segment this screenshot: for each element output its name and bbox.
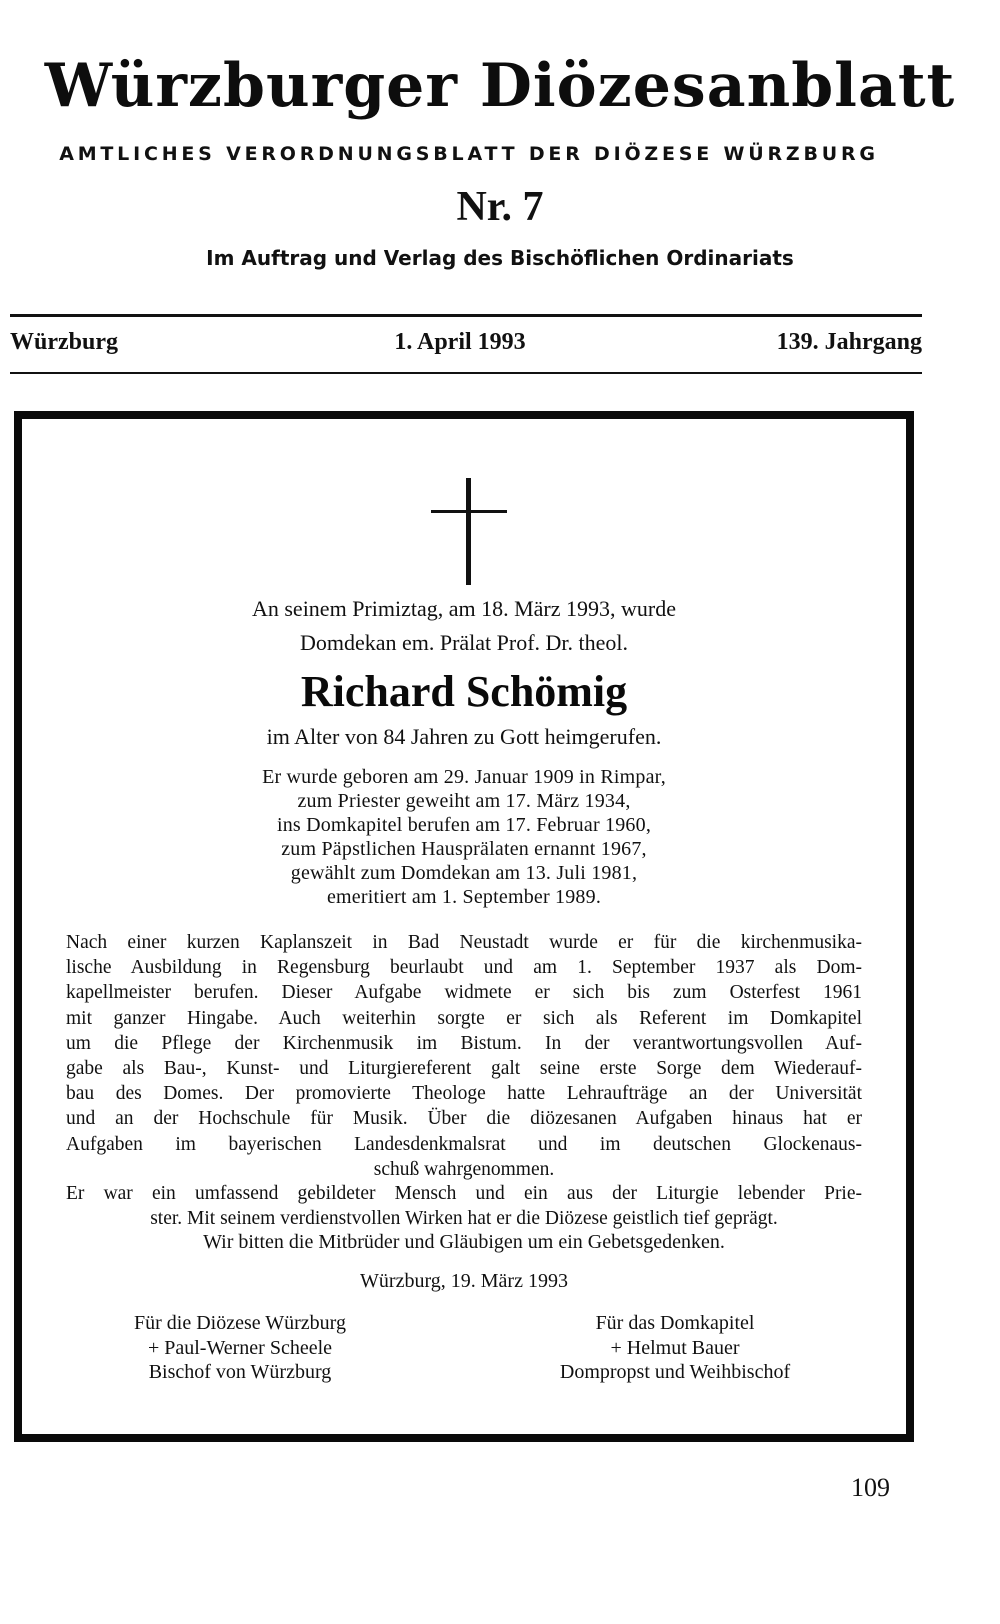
- paragraph-line: und an der Hochschule für Musik. Über die diözesanen Aufgaben hinaus hat er: [66, 1108, 862, 1130]
- publisher-line: Im Auftrag und Verlag des Bischöflichen Ordinariats: [206, 246, 794, 270]
- intro-line: An seinem Primiztag, am 18. März 1993, wurde: [251, 596, 676, 621]
- biography-line: ins Domkapitel berufen am 17. Februar 1960,: [276, 814, 652, 836]
- biography-line: zum Priester geweiht am 17. März 1934,: [297, 790, 631, 812]
- biography-line: emeritiert am 1. September 1989.: [326, 886, 602, 908]
- paragraph-line: lische Ausbildung in Regensburg beurlaubt und am 1. September 1937 als Dom-: [66, 957, 862, 979]
- biography-line: zum Päpstlichen Hausprälaten ernannt 1967,: [281, 838, 647, 860]
- paragraph-line: Aufgaben im bayerischen Landesdenkmalsrat und im deutschen Glockenaus-: [66, 1133, 862, 1155]
- cross-icon-vertical-bar: [466, 478, 471, 585]
- dateline-top-rule: [10, 314, 922, 317]
- paragraph-line: Nach einer kurzen Kaplanszeit in Bad Neustadt wurde er für die kirchenmusika-: [66, 932, 862, 953]
- prayer-request: Wir bitten die Mitbrüder und Gläubigen um ein Gebetsgedenken.: [203, 1231, 725, 1253]
- signature-name: + Paul-Werner Scheele: [147, 1336, 333, 1359]
- dateline-volume: 139. Jahrgang: [776, 329, 922, 355]
- paragraph-line: um die Pflege der Kirchenmusik im Bistum. In der verantwortungsvollen Auf-: [66, 1032, 862, 1054]
- paragraph-line: ster. Mit seinem verdienstvollen Wirken hat er die Diözese geistlich tief geprägt.: [150, 1208, 778, 1230]
- paragraph-line: kapellmeister berufen. Dieser Aufgabe widmete er sich bis zum Osterfest 1961: [66, 982, 862, 1004]
- page-number: 109: [851, 1473, 890, 1502]
- signature-name: + Helmut Bauer: [610, 1336, 740, 1359]
- career-paragraph: [66, 930, 862, 1182]
- biography-line: Er wurde geboren am 29. Januar 1909 in Rimpar,: [262, 766, 666, 788]
- signature-chapter: [495, 1311, 855, 1385]
- place-date: Würzburg, 19. März 1993: [360, 1270, 568, 1292]
- issue-number: Nr. 7: [456, 184, 544, 230]
- signature-line: Für die Diözese Würzburg: [134, 1312, 346, 1334]
- cross-icon-horizontal-bar: [431, 510, 507, 513]
- signature-line: Für das Domkapitel: [595, 1312, 755, 1334]
- dateline-place: Würzburg: [10, 329, 118, 355]
- tribute-paragraph: [66, 1181, 862, 1231]
- masthead-title: Würzburger Diözesanblatt: [44, 51, 956, 121]
- paragraph-line: Er war ein umfassend gebildeter Mensch und ein aus der Liturgie lebender Prie-: [66, 1183, 862, 1204]
- signature-title: Dompropst und Weihbischof: [559, 1361, 791, 1383]
- signature-diocese: [60, 1311, 420, 1385]
- paragraph-line: mit ganzer Hingabe. Auch weiterhin sorgte er sich als Referent im Domkapitel: [66, 1007, 862, 1029]
- signature-title: Bischof von Würzburg: [148, 1361, 332, 1383]
- paragraph-line: schuß wahrgenommen.: [373, 1158, 555, 1180]
- deceased-name: Richard Schömig: [300, 667, 628, 716]
- paragraph-line: gabe als Bau-, Kunst- und Liturgiereferent galt seine erste Sorge dem Wiederauf-: [66, 1057, 862, 1079]
- dateline-date: 1. April 1993: [394, 329, 526, 355]
- age-line: im Alter von 84 Jahren zu Gott heimgerufen.: [266, 724, 662, 749]
- paragraph-line: bau des Domes. Der promovierte Theologe hatte Lehraufträge an der Universität: [66, 1083, 862, 1105]
- intro-line: Domdekan em. Prälat Prof. Dr. theol.: [299, 630, 629, 655]
- masthead-subtitle: AMTLICHES VERORDNUNGSBLATT DER DIÖZESE WÜRZBURG: [59, 143, 879, 165]
- biography-line: gewählt zum Domdekan am 13. Juli 1981,: [290, 862, 638, 884]
- dateline-bottom-rule: [10, 372, 922, 374]
